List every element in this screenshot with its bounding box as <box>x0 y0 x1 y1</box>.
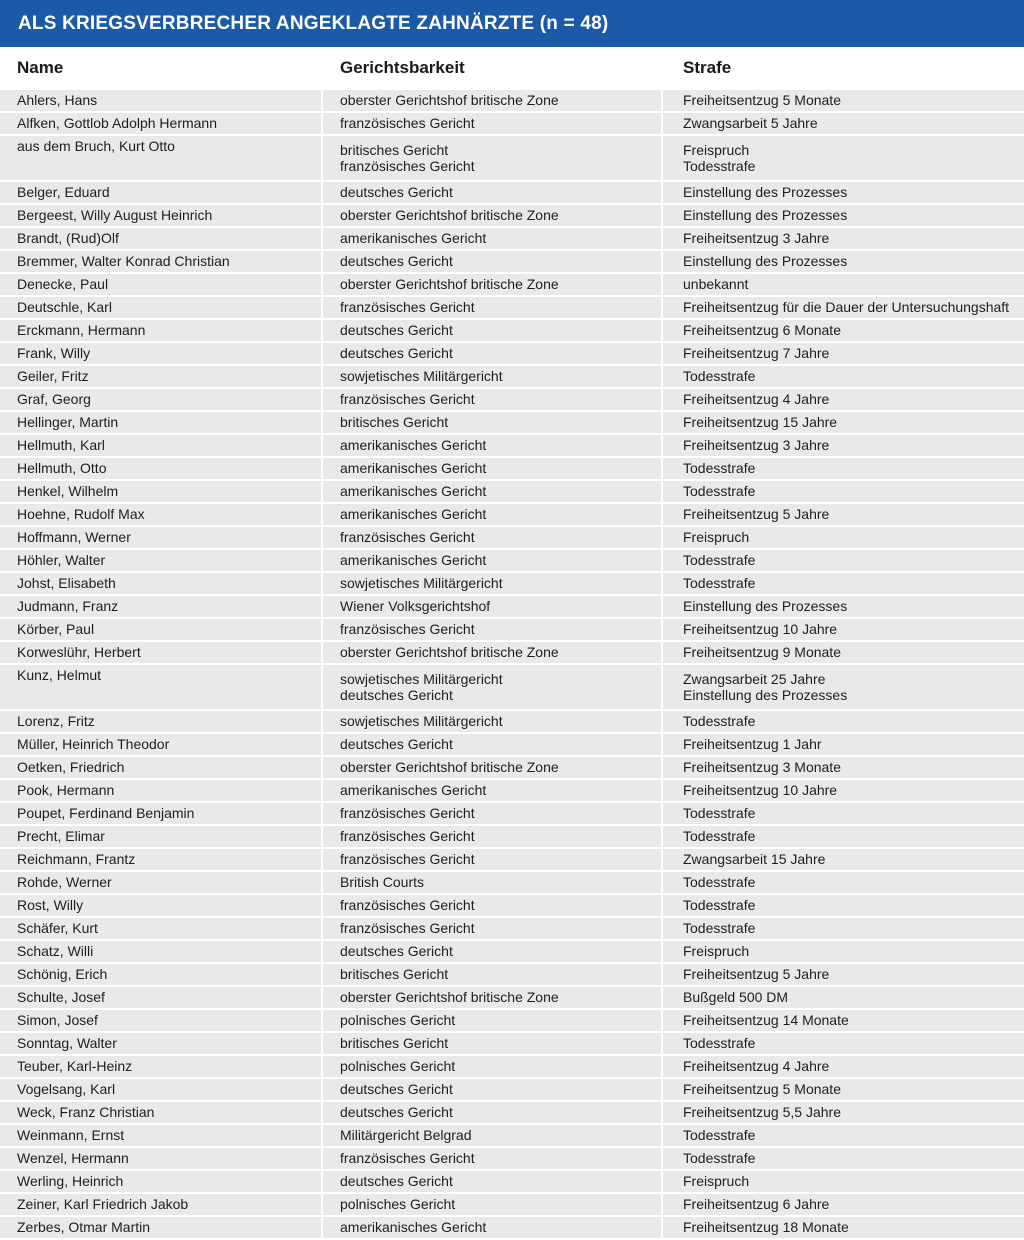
cell-sentence <box>663 412 1024 433</box>
table-row <box>0 481 1024 502</box>
court-line: französisches Gericht <box>340 299 475 315</box>
table-row <box>0 251 1024 272</box>
cell-sentence <box>663 389 1024 410</box>
court-line: amerikanisches Gericht <box>340 506 487 522</box>
table-row <box>0 665 1024 709</box>
table-row <box>0 136 1024 180</box>
court-line: deutsches Gericht <box>340 345 453 361</box>
cell-sentence <box>663 596 1024 617</box>
table-row <box>0 757 1024 778</box>
cell-court <box>323 734 661 755</box>
court-line: französisches Gericht <box>340 621 475 637</box>
court-line: British Courts <box>340 874 425 890</box>
table-row <box>0 734 1024 755</box>
column-header-sentence: Strafe <box>683 58 732 77</box>
cell-sentence <box>663 642 1024 663</box>
cell-court <box>323 182 661 203</box>
table-row <box>0 849 1024 870</box>
cell-court <box>323 665 661 709</box>
cell-court <box>323 803 661 824</box>
cell-sentence <box>663 481 1024 502</box>
table-row <box>0 297 1024 318</box>
cell-court <box>323 1171 661 1192</box>
cell-court <box>323 711 661 732</box>
sentence-line: Todesstrafe <box>683 460 756 476</box>
sentence-line: Todesstrafe <box>683 368 756 384</box>
court-line: amerikanisches Gericht <box>340 782 487 798</box>
table-row <box>0 941 1024 962</box>
cell-name: Precht, Elimar <box>0 826 321 847</box>
table-row <box>0 711 1024 732</box>
cell-name: Reichmann, Frantz <box>0 849 321 870</box>
sentence-line: Todesstrafe <box>683 575 756 591</box>
cell-sentence <box>663 182 1024 203</box>
cell-sentence <box>663 1010 1024 1031</box>
cell-name: Vogelsang, Karl <box>0 1079 321 1100</box>
cell-sentence <box>663 1102 1024 1123</box>
cell-court <box>323 228 661 249</box>
sentence-line: Freiheitsentzug 9 Monate <box>683 644 841 660</box>
cell-name: Zerbes, Otmar Martin <box>0 1217 321 1238</box>
cell-name: Werling, Heinrich <box>0 1171 321 1192</box>
cell-sentence <box>663 872 1024 893</box>
sentence-line: Zwangsarbeit 25 Jahre <box>683 671 826 687</box>
cell-name: Sonntag, Walter <box>0 1033 321 1054</box>
column-header-court: Gerichtsbarkeit <box>340 58 465 77</box>
cell-sentence <box>663 320 1024 341</box>
cell-name: Zeiner, Karl Friedrich Jakob <box>0 1194 321 1215</box>
court-line: französisches Gericht <box>340 805 475 821</box>
cell-court <box>323 481 661 502</box>
cell-name: Poupet, Ferdinand Benjamin <box>0 803 321 824</box>
sentence-line: Freiheitsentzug 6 Monate <box>683 322 841 338</box>
table-row <box>0 1056 1024 1077</box>
cell-court <box>323 642 661 663</box>
sentence-line: Bußgeld 500 DM <box>683 989 789 1005</box>
sentence-line: Freiheitsentzug 6 Jahre <box>683 1196 830 1212</box>
court-line: deutsches Gericht <box>340 736 453 752</box>
cell-sentence <box>663 136 1024 180</box>
cell-sentence <box>663 987 1024 1008</box>
sentence-line: Freiheitsentzug 18 Monate <box>683 1219 849 1235</box>
sentence-line: Einstellung des Prozesses <box>683 207 848 223</box>
cell-court <box>323 1102 661 1123</box>
court-line: amerikanisches Gericht <box>340 460 487 476</box>
sentence-line: Todesstrafe <box>683 828 756 844</box>
cell-sentence <box>663 90 1024 111</box>
cell-name: Müller, Heinrich Theodor <box>0 734 321 755</box>
court-line: amerikanisches Gericht <box>340 1219 487 1235</box>
table-row <box>0 527 1024 548</box>
sentence-line: Todesstrafe <box>683 805 756 821</box>
court-line: deutsches Gericht <box>340 943 453 959</box>
cell-sentence <box>663 527 1024 548</box>
court-line: französisches Gericht <box>340 391 475 407</box>
sentence-line: Todesstrafe <box>683 552 756 568</box>
table-row <box>0 1171 1024 1192</box>
cell-court <box>323 1194 661 1215</box>
cell-court <box>323 826 661 847</box>
cell-sentence <box>663 458 1024 479</box>
column-header-name: Name <box>17 58 64 77</box>
cell-name: Graf, Georg <box>0 389 321 410</box>
cell-court <box>323 366 661 387</box>
sentence-line: Freiheitsentzug 10 Jahre <box>683 782 838 798</box>
cell-name: aus dem Bruch, Kurt Otto <box>0 136 321 180</box>
cell-sentence <box>663 918 1024 939</box>
sentence-line: Todesstrafe <box>683 1150 756 1166</box>
table-row <box>0 642 1024 663</box>
cell-name: Deutschle, Karl <box>0 297 321 318</box>
court-line: deutsches Gericht <box>340 253 453 269</box>
cell-court <box>323 1217 661 1238</box>
cell-sentence <box>663 1148 1024 1169</box>
sentence-line: Freiheitsentzug 10 Jahre <box>683 621 838 637</box>
table-row <box>0 964 1024 985</box>
court-line: deutsches Gericht <box>340 687 453 703</box>
cell-court <box>323 458 661 479</box>
cell-court <box>323 619 661 640</box>
court-line: polnisches Gericht <box>340 1012 456 1028</box>
court-line: sowjetisches Militärgericht <box>340 368 503 384</box>
cell-sentence <box>663 757 1024 778</box>
defendants-table <box>0 90 1024 1240</box>
cell-name: Oetken, Friedrich <box>0 757 321 778</box>
cell-sentence <box>663 274 1024 295</box>
court-line: deutsches Gericht <box>340 322 453 338</box>
cell-name: Hoffmann, Werner <box>0 527 321 548</box>
table-row <box>0 1010 1024 1031</box>
court-line: deutsches Gericht <box>340 1104 453 1120</box>
cell-name: Alfken, Gottlob Adolph Hermann <box>0 113 321 134</box>
court-line: amerikanisches Gericht <box>340 552 487 568</box>
sentence-line: Freiheitsentzug 4 Jahre <box>683 391 830 407</box>
court-line: britisches Gericht <box>340 414 449 430</box>
sentence-line: Freiheitsentzug 5,5 Jahre <box>683 1104 841 1120</box>
sentence-line: Freiheitsentzug 5 Monate <box>683 1081 841 1097</box>
court-line: polnisches Gericht <box>340 1058 456 1074</box>
court-line: polnisches Gericht <box>340 1196 456 1212</box>
cell-court <box>323 941 661 962</box>
cell-name: Bergeest, Willy August Heinrich <box>0 205 321 226</box>
sentence-line: Freiheitsentzug 3 Monate <box>683 759 841 775</box>
cell-sentence <box>663 435 1024 456</box>
cell-sentence <box>663 1171 1024 1192</box>
table-row <box>0 90 1024 111</box>
cell-court <box>323 274 661 295</box>
cell-court <box>323 987 661 1008</box>
cell-sentence <box>663 228 1024 249</box>
cell-sentence <box>663 734 1024 755</box>
court-line: oberster Gerichtshof britische Zone <box>340 644 559 660</box>
court-line: französisches Gericht <box>340 529 475 545</box>
cell-court <box>323 1033 661 1054</box>
sentence-line: Freispruch <box>683 529 750 545</box>
cell-court <box>323 849 661 870</box>
sentence-line: Freispruch <box>683 943 750 959</box>
cell-court <box>323 251 661 272</box>
cell-sentence <box>663 251 1024 272</box>
table-row <box>0 1033 1024 1054</box>
cell-court <box>323 136 661 180</box>
court-line: britisches Gericht <box>340 966 449 982</box>
table-row <box>0 573 1024 594</box>
cell-sentence <box>663 1217 1024 1238</box>
cell-sentence <box>663 1033 1024 1054</box>
cell-sentence <box>663 573 1024 594</box>
cell-court <box>323 343 661 364</box>
sentence-line: Einstellung des Prozesses <box>683 253 848 269</box>
table-row <box>0 205 1024 226</box>
cell-court <box>323 1125 661 1146</box>
sentence-line: Todesstrafe <box>683 158 756 174</box>
sentence-line: Einstellung des Prozesses <box>683 687 848 703</box>
cell-sentence <box>663 550 1024 571</box>
table-row <box>0 596 1024 617</box>
cell-name: Denecke, Paul <box>0 274 321 295</box>
cell-court <box>323 964 661 985</box>
cell-court <box>323 895 661 916</box>
cell-name: Rost, Willy <box>0 895 321 916</box>
cell-court <box>323 412 661 433</box>
cell-sentence <box>663 113 1024 134</box>
cell-court <box>323 527 661 548</box>
cell-sentence <box>663 895 1024 916</box>
cell-sentence <box>663 780 1024 801</box>
court-line: sowjetisches Militärgericht <box>340 671 503 687</box>
cell-name: Wenzel, Hermann <box>0 1148 321 1169</box>
cell-sentence <box>663 941 1024 962</box>
table-row <box>0 872 1024 893</box>
cell-sentence <box>663 297 1024 318</box>
cell-sentence <box>663 366 1024 387</box>
table-row <box>0 1194 1024 1215</box>
cell-court <box>323 872 661 893</box>
table-row <box>0 228 1024 249</box>
cell-court <box>323 389 661 410</box>
table-row <box>0 1217 1024 1238</box>
cell-name: Höhler, Walter <box>0 550 321 571</box>
sentence-line: Zwangsarbeit 5 Jahre <box>683 115 818 131</box>
table-row <box>0 113 1024 134</box>
cell-court <box>323 1148 661 1169</box>
cell-sentence <box>663 504 1024 525</box>
table-row <box>0 780 1024 801</box>
cell-sentence <box>663 964 1024 985</box>
cell-name: Geiler, Fritz <box>0 366 321 387</box>
cell-sentence <box>663 711 1024 732</box>
sentence-line: Freispruch <box>683 142 750 158</box>
cell-sentence <box>663 1079 1024 1100</box>
table-row <box>0 504 1024 525</box>
cell-name: Schäfer, Kurt <box>0 918 321 939</box>
cell-court <box>323 205 661 226</box>
cell-name: Teuber, Karl-Heinz <box>0 1056 321 1077</box>
sentence-line: Zwangsarbeit 15 Jahre <box>683 851 826 867</box>
court-line: französisches Gericht <box>340 115 475 131</box>
cell-court <box>323 1010 661 1031</box>
cell-name: Brandt, (Rud)Olf <box>0 228 321 249</box>
cell-court <box>323 1079 661 1100</box>
sentence-line: Todesstrafe <box>683 713 756 729</box>
table-row <box>0 1102 1024 1123</box>
sentence-line: Einstellung des Prozesses <box>683 598 848 614</box>
cell-name: Rohde, Werner <box>0 872 321 893</box>
court-line: britisches Gericht <box>340 142 449 158</box>
cell-sentence <box>663 1194 1024 1215</box>
table-row <box>0 918 1024 939</box>
cell-name: Henkel, Wilhelm <box>0 481 321 502</box>
cell-sentence <box>663 205 1024 226</box>
cell-sentence <box>663 665 1024 709</box>
cell-name: Schulte, Josef <box>0 987 321 1008</box>
court-line: französisches Gericht <box>340 828 475 844</box>
cell-sentence <box>663 826 1024 847</box>
cell-court <box>323 757 661 778</box>
table-row <box>0 274 1024 295</box>
table-row <box>0 619 1024 640</box>
cell-court <box>323 90 661 111</box>
table-row <box>0 320 1024 341</box>
table-row <box>0 182 1024 203</box>
table-row <box>0 458 1024 479</box>
sentence-line: Todesstrafe <box>683 897 756 913</box>
sentence-line: Todesstrafe <box>683 483 756 499</box>
table-row <box>0 987 1024 1008</box>
cell-name: Lorenz, Fritz <box>0 711 321 732</box>
cell-name: Körber, Paul <box>0 619 321 640</box>
sentence-line: Freiheitsentzug 4 Jahre <box>683 1058 830 1074</box>
cell-sentence <box>663 1125 1024 1146</box>
court-line: französisches Gericht <box>340 920 475 936</box>
sentence-line: Freispruch <box>683 1173 750 1189</box>
cell-sentence <box>663 803 1024 824</box>
court-line: deutsches Gericht <box>340 184 453 200</box>
cell-name: Korweslühr, Herbert <box>0 642 321 663</box>
sentence-line: Freiheitsentzug 15 Jahre <box>683 414 838 430</box>
cell-court <box>323 573 661 594</box>
cell-name: Hellmuth, Otto <box>0 458 321 479</box>
court-line: französisches Gericht <box>340 851 475 867</box>
sentence-line: Freiheitsentzug 7 Jahre <box>683 345 830 361</box>
sentence-line: Freiheitsentzug für die Dauer der Untersuchungshaft <box>683 299 1010 315</box>
sentence-line: Freiheitsentzug 3 Jahre <box>683 437 830 453</box>
table-row <box>0 366 1024 387</box>
cell-court <box>323 113 661 134</box>
cell-name: Hellmuth, Karl <box>0 435 321 456</box>
cell-name: Simon, Josef <box>0 1010 321 1031</box>
sentence-line: Freiheitsentzug 3 Jahre <box>683 230 830 246</box>
table-row <box>0 435 1024 456</box>
court-line: amerikanisches Gericht <box>340 230 487 246</box>
cell-court <box>323 297 661 318</box>
court-line: oberster Gerichtshof britische Zone <box>340 92 559 108</box>
table-row <box>0 803 1024 824</box>
cell-name: Weck, Franz Christian <box>0 1102 321 1123</box>
cell-name: Schönig, Erich <box>0 964 321 985</box>
cell-name: Hoehne, Rudolf Max <box>0 504 321 525</box>
table-row <box>0 1079 1024 1100</box>
sentence-line: Todesstrafe <box>683 1127 756 1143</box>
cell-name: Judmann, Franz <box>0 596 321 617</box>
cell-name: Pook, Hermann <box>0 780 321 801</box>
court-line: oberster Gerichtshof britische Zone <box>340 759 559 775</box>
cell-name: Bremmer, Walter Konrad Christian <box>0 251 321 272</box>
cell-court <box>323 780 661 801</box>
sentence-line: Freiheitsentzug 5 Jahre <box>683 966 830 982</box>
court-line: deutsches Gericht <box>340 1173 453 1189</box>
sentence-line: Freiheitsentzug 5 Monate <box>683 92 841 108</box>
court-line: oberster Gerichtshof britische Zone <box>340 276 559 292</box>
court-line: sowjetisches Militärgericht <box>340 713 503 729</box>
court-line: oberster Gerichtshof britische Zone <box>340 989 559 1005</box>
cell-court <box>323 1056 661 1077</box>
cell-name: Erckmann, Hermann <box>0 320 321 341</box>
sentence-line: Freiheitsentzug 14 Monate <box>683 1012 849 1028</box>
court-line: französisches Gericht <box>340 897 475 913</box>
court-line: deutsches Gericht <box>340 1081 453 1097</box>
cell-court <box>323 550 661 571</box>
cell-name: Hellinger, Martin <box>0 412 321 433</box>
sentence-line: unbekannt <box>683 276 749 292</box>
court-line: Wiener Volksgerichtshof <box>340 598 491 614</box>
cell-sentence <box>663 1056 1024 1077</box>
table-row <box>0 343 1024 364</box>
table-row <box>0 412 1024 433</box>
cell-court <box>323 504 661 525</box>
cell-court <box>323 320 661 341</box>
court-line: oberster Gerichtshof britische Zone <box>340 207 559 223</box>
table-row <box>0 1125 1024 1146</box>
sentence-line: Todesstrafe <box>683 874 756 890</box>
table-row <box>0 389 1024 410</box>
table-row <box>0 550 1024 571</box>
table-row <box>0 826 1024 847</box>
cell-name: Weinmann, Ernst <box>0 1125 321 1146</box>
cell-name: Johst, Elisabeth <box>0 573 321 594</box>
cell-sentence <box>663 849 1024 870</box>
court-line: französisches Gericht <box>340 1150 475 1166</box>
cell-court <box>323 596 661 617</box>
table-title: ALS KRIEGSVERBRECHER ANGEKLAGTE ZAHNÄRZTE (n = 48) <box>0 0 1024 47</box>
cell-name: Kunz, Helmut <box>0 665 321 709</box>
cell-name: Ahlers, Hans <box>0 90 321 111</box>
court-line: amerikanisches Gericht <box>340 437 487 453</box>
court-line: sowjetisches Militärgericht <box>340 575 503 591</box>
cell-court <box>323 918 661 939</box>
cell-name: Belger, Eduard <box>0 182 321 203</box>
court-line: französisches Gericht <box>340 158 475 174</box>
cell-name: Frank, Willy <box>0 343 321 364</box>
table-row <box>0 895 1024 916</box>
court-line: britisches Gericht <box>340 1035 449 1051</box>
sentence-line: Todesstrafe <box>683 920 756 936</box>
court-line: amerikanisches Gericht <box>340 483 487 499</box>
court-line: Militärgericht Belgrad <box>340 1127 472 1143</box>
table-row <box>0 1148 1024 1169</box>
sentence-line: Freiheitsentzug 5 Jahre <box>683 506 830 522</box>
sentence-line: Einstellung des Prozesses <box>683 184 848 200</box>
cell-sentence <box>663 619 1024 640</box>
cell-court <box>323 435 661 456</box>
cell-sentence <box>663 343 1024 364</box>
sentence-line: Todesstrafe <box>683 1035 756 1051</box>
cell-name: Schatz, Willi <box>0 941 321 962</box>
sentence-line: Freiheitsentzug 1 Jahr <box>683 736 822 752</box>
